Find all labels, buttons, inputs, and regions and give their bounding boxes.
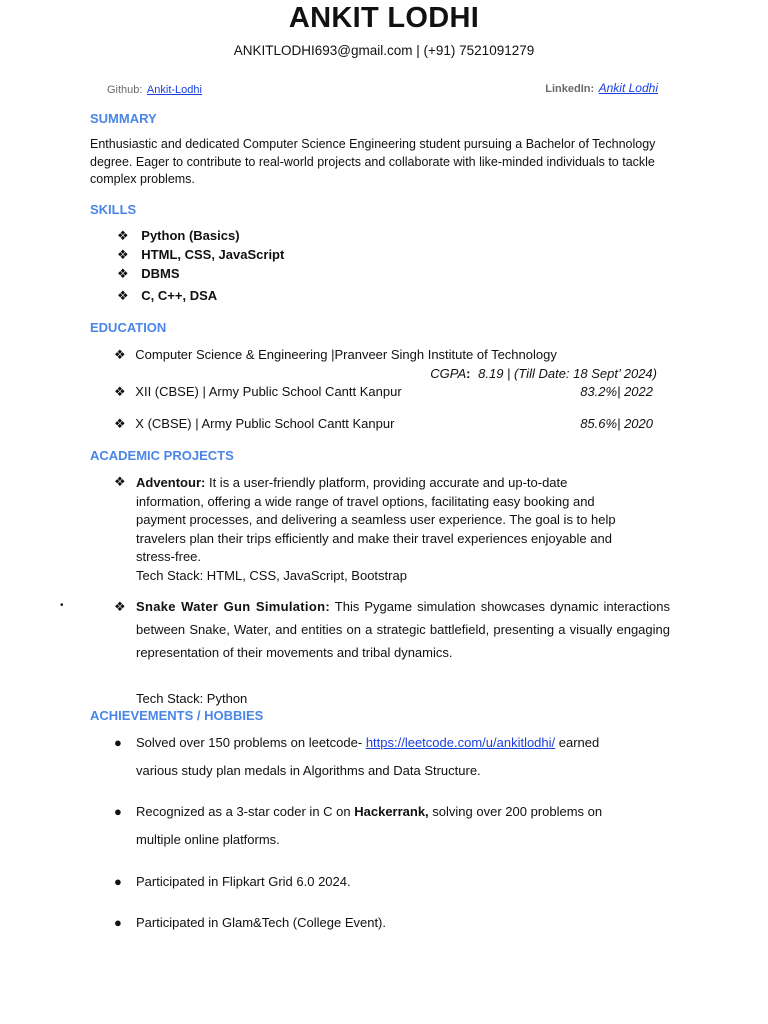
education-heading: EDUCATION [90, 320, 167, 335]
project-description [136, 474, 676, 585]
cgpa-value: 8.19 | (Till Date: 18 Sept’ 2024) [478, 366, 657, 381]
score-year: | 2022 [617, 384, 653, 399]
skill-item [117, 228, 240, 244]
achievement-text [136, 729, 599, 785]
project-name: Snake Water Gun Simulation: [136, 599, 330, 614]
score-value: 85.6% [580, 416, 618, 431]
achievement-text: Participated in Glam&Tech (College Event). [136, 915, 387, 930]
contact-line [0, 43, 768, 58]
linkedin-label: LinkedIn: [545, 83, 595, 95]
education-item [114, 416, 394, 432]
round-bullet-icon: ● [114, 804, 122, 819]
achievements-heading: ACHIEVEMENTS / HOBBIES [90, 708, 264, 723]
summary-text: Enthusiastic and dedicated Computer Science Engineering student pursuing a Bachelor of Technology degree. Eager to contribute to real-world projects and collaborate with like-minded individuals to tackle complex problems. [90, 137, 656, 186]
stray-bullet-dot: • [60, 600, 64, 611]
diamond-bullet-icon: ❖ [117, 266, 129, 281]
project-tech-stack: Tech Stack: Python [136, 691, 248, 706]
phone-number: (+91) 7521091279 [423, 43, 535, 58]
cgpa-label: CGPA [430, 366, 467, 381]
achievement-post: solving over 200 problems on [428, 804, 603, 819]
diamond-bullet-icon: ❖ [117, 247, 129, 262]
linkedin-row [545, 79, 658, 97]
diamond-bullet-icon: ❖ [114, 347, 126, 362]
project-line: information, offering a wide range of travel options, facilitating easy booking and [136, 493, 595, 509]
cgpa-colon: : [466, 366, 471, 381]
github-row [107, 80, 202, 98]
project-line: travelers plan their trips efficiently and make their travel experiences enjoyable and [136, 530, 612, 546]
achievement-line2: multiple online platforms. [136, 832, 280, 847]
skill-item [117, 247, 284, 263]
achievement-text [136, 798, 602, 854]
summary-heading: SUMMARY [90, 111, 157, 126]
achievement-pre: Solved over 150 problems on leetcode- [136, 735, 366, 750]
education-cgpa [430, 366, 657, 381]
candidate-name: ANKIT LODHI [288, 2, 480, 34]
skill-item [117, 288, 217, 304]
project-line: payment processes, and delivering a seamless user experience. The goal is to help [136, 512, 616, 527]
diamond-bullet-icon: ❖ [114, 384, 126, 399]
skill-label: C, C++, DSA [141, 288, 218, 303]
education-title: XII (CBSE) | Army Public School Cantt Kanpur [135, 384, 402, 399]
diamond-bullet-icon: ❖ [114, 474, 126, 489]
skill-label: DBMS [141, 266, 180, 281]
diamond-bullet-icon: ❖ [114, 599, 126, 614]
achievement-post: earned [555, 735, 600, 750]
education-score [580, 384, 653, 399]
education-title: X (CBSE) | Army Public School Cantt Kanpur [135, 416, 395, 431]
skills-heading: SKILLS [90, 202, 137, 217]
project-name: Adventour: [136, 475, 206, 490]
education-score [580, 416, 653, 431]
skill-item [117, 266, 180, 282]
diamond-bullet-icon: ❖ [117, 288, 129, 303]
education-item [114, 347, 557, 363]
skill-label: Python (Basics) [141, 228, 240, 243]
achievement-bold: Hackerrank, [354, 804, 429, 819]
skill-label: HTML, CSS, JavaScript [141, 247, 285, 262]
education-title: Computer Science & Engineering |Pranveer Singh Institute of Technology [135, 347, 557, 362]
achievement-line2: various study plan medals in Algorithms and Data Structure. [136, 763, 481, 778]
score-year: | 2020 [617, 416, 653, 431]
github-link[interactable]: Ankit-Lodhi [146, 84, 202, 96]
achievement-text: Participated in Flipkart Grid 6.0 2024. [136, 874, 351, 889]
email-link[interactable]: ANKITLODHI693@gmail.com [233, 43, 413, 58]
github-label: Github: [107, 84, 143, 96]
leetcode-link[interactable]: https://leetcode.com/u/ankitlodhi/ [365, 735, 556, 750]
project-description [136, 595, 670, 664]
round-bullet-icon: ● [114, 735, 122, 750]
diamond-bullet-icon: ❖ [114, 416, 126, 431]
education-item [114, 384, 402, 400]
score-value: 83.2% [580, 384, 618, 399]
round-bullet-icon: ● [114, 874, 122, 889]
project-text: This Pygame simulation showcases dynamic interactions between Snake, Water, and entities on a strategic battlefield, presenting a visually engaging representation of their movements and tribal dynamics. [136, 599, 670, 660]
project-line: stress-free. [136, 549, 202, 564]
round-bullet-icon: ● [114, 915, 122, 930]
linkedin-link[interactable]: Ankit Lodhi [598, 81, 658, 95]
achievement-pre: Recognized as a 3-star coder in C on [136, 804, 355, 819]
project-tech-stack: Tech Stack: HTML, CSS, JavaScript, Bootstrap [136, 567, 407, 583]
project-line: It is a user-friendly platform, providing accurate and up-to-date [208, 475, 568, 490]
diamond-bullet-icon: ❖ [117, 228, 129, 243]
contact-separator: | [412, 43, 424, 58]
projects-heading: ACADEMIC PROJECTS [90, 448, 234, 463]
